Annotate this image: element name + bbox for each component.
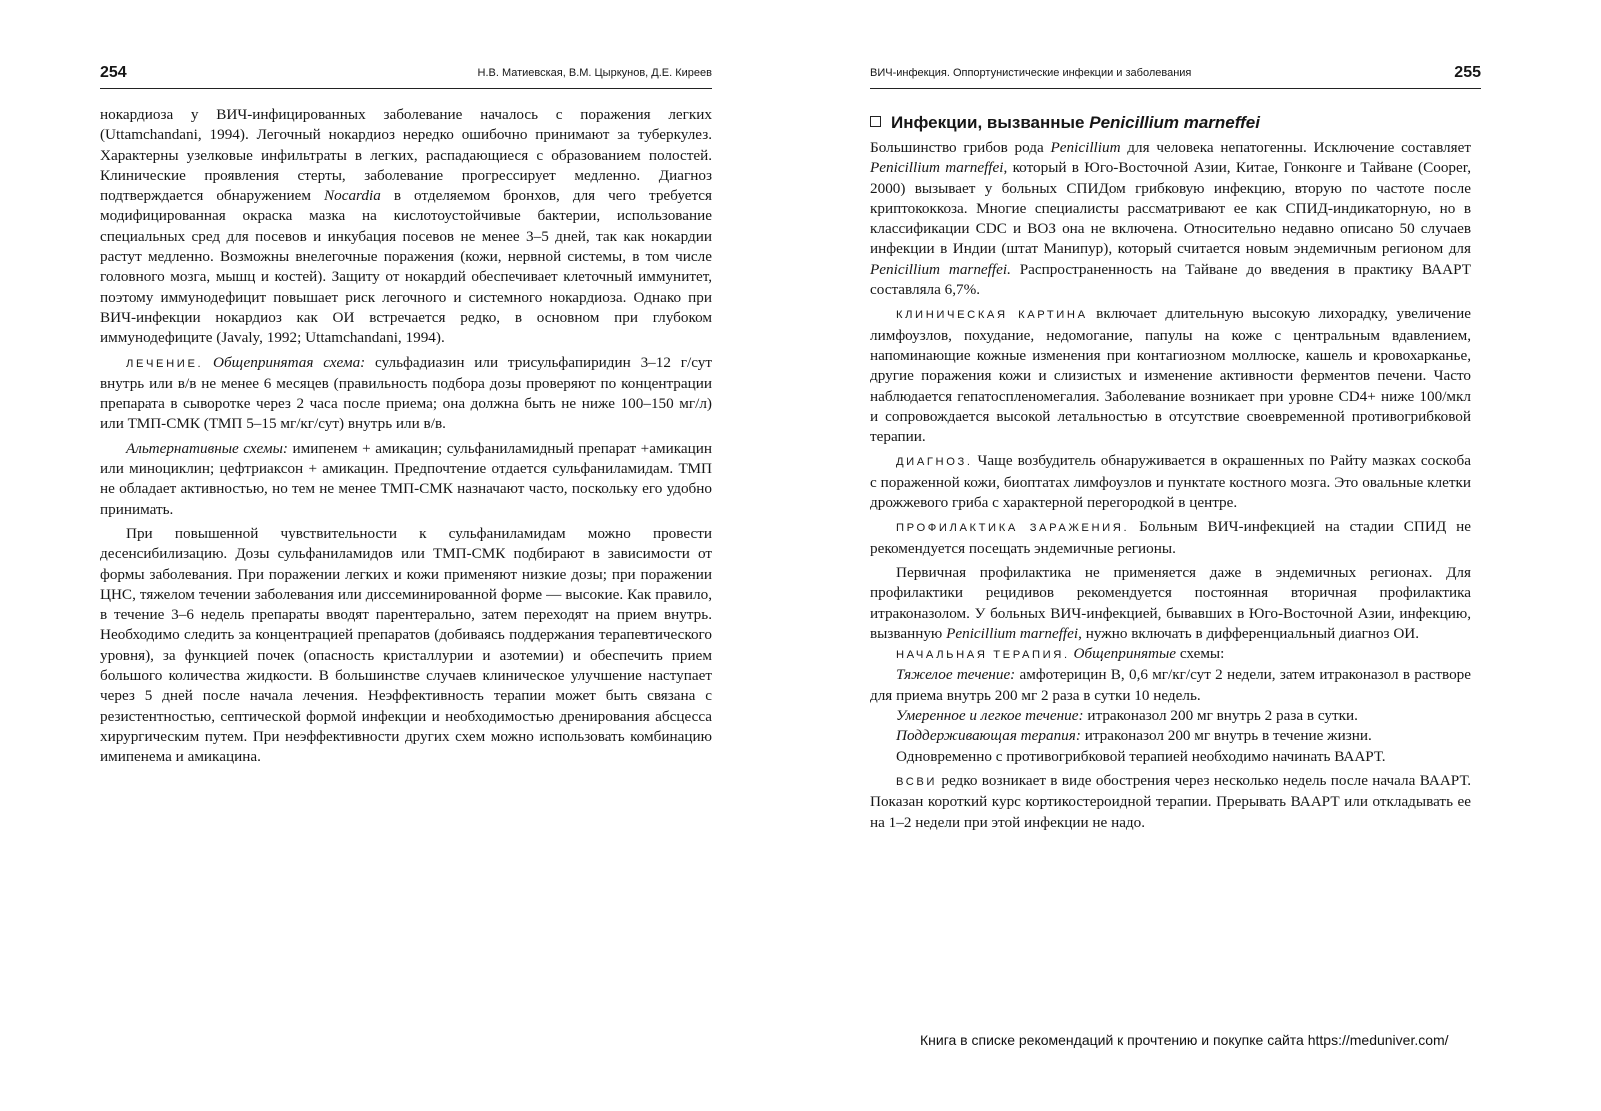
section-label: КЛИНИЧЕСКАЯ КАРТИНА [896,309,1088,322]
paragraph-nocardiosis: нокардиоза у ВИЧ-инфицированных заболевание началось с поражения легких (Uttamchandani, 1994). Легочный нокардиоз нередко ошибочно принимают за туберкулез. Характерны узелковые инфильтраты в легких, распадающиеся с образованием полостей. Клинические проявления стерты, заболевание прогрессирует медленно. Диагноз подтверждается обнаружением Nocardia в отделяемом бронхов, для чего требуется модифицированная окраска мазка на кислотоустойчивые бактерии, использование специальных сред для посевов и инкубация посевов не менее 3–5 дней, так как нокардии растут медленно. Возможны внелегочные поражения (кожи, нервной системы, в том числе головного мозга, мышц и костей). Защиту от нокардий обеспечивает клеточный иммунитет, поэтому иммунодефицит повышает риск легочного и системного нокардиоза. Однако при ВИЧ-инфекции нокардиоз как ОИ встречается редко, в основном при глубоком иммунодефиците (Javaly, 1992; Uttamchandani, 1994). [100,106,713,347]
right-page-body [870,112,1471,833]
checkbox-square-icon [870,116,881,127]
paragraph-initial-therapy: НАЧАЛЬНАЯ ТЕРАПИЯ. Общепринятые схемы: [896,645,1225,663]
section-label: ВСВИ [896,775,938,788]
paragraph-mild-course: Умеренное и легкое течение: итраконазол 200 мг внутрь 2 раза в сутки. [896,707,1358,725]
paragraph-desensitization: При повышенной чувствительности к сульфаниламидам можно провести десенсибилизацию. Дозы сульфаниламидов или ТМП-СМК подбирают в зависимости от формы заболевания. При поражении легких и кожи применяют низкие дозы; при поражении ЦНС, тяжелом течении заболевания или диссеминированной форме — высокие. Как правило, в течение 3–6 недель препараты вводят парентерально, затем переходят на прием внутрь. Необходимо следить за концентрацией препаратов (добиваясь поддержания терапевтического уровня), за функцией почек (опасность кристаллурии и азотемии) и обеспечить прием большого количества жидкости. В большинстве случаев клиническое улучшение наступает через 5 дней после начала лечения. Неэффективность терапии может быть связана с резистентностью, септической формой инфекции и необходимостью дренирования абсцесса хирургическим путем. При неэффективности других схем можно использовать комбинацию имипенема и амикацина. [100,524,712,766]
paragraph-prevention: ПРОФИЛАКТИКА ЗАРАЖЕНИЯ. Больным ВИЧ-инфекцией на стадии СПИД не рекомендуется посещать эндемичные регионы. [870,518,1471,557]
page-number: 255 [1454,64,1481,81]
paragraph-haart: Одновременно с противогрибковой терапией необходимо начинать ВААРТ. [896,747,1386,765]
paragraph-primary-prevention: Первичная профилактика не применяется даже в эндемичных регионах. Для профилактики рецидивов рекомендуется постоянная вторичная профилактика итраконазолом. У больных ВИЧ-инфекцией, бывавших в Юго-Восточной Азии, инфекцию, вызванную Penicillium marneffei, нужно включать в дифференциальный диагноз ОИ. [870,563,1471,642]
paragraph-iris: ВСВИ редко возникает в виде обострения через несколько недель после начала ВААРТ. Показан короткий курс кортикостероидной терапии. Прерывать ВААРТ или откладывать ее на 1–2 недели при этой инфекции не надо. [870,771,1471,831]
section-label: ЛЕЧЕНИЕ. [126,357,204,370]
left-page [0,0,780,1111]
left-page-body [100,105,712,768]
paragraph-diagnosis: ДИАГНОЗ. Чаще возбудитель обнаруживается в окрашенных по Райту мазках соскоба с пораженной кожи, биоптатах лимфоузлов и пунктате костного мозга. Это овальные клетки дрожжевого гриба с характерной перегородкой в центре. [870,452,1471,512]
paragraph-alternative-schemes: Альтернативные схемы: имипенем + амикацин; сульфаниламидный препарат +амикацин или миноциклин; цефтриаксон + амикацин. Предпочтение отдается сульфаниламидам. ТМП не обладает активностью, но тем не менее ТМП-СМК назначают часто, поскольку его удобно принимать. [100,439,712,518]
paragraph-intro: Большинство грибов рода Penicillium для человека непатогенны. Исключение составляет Penicillium marneffei, который в Юго-Восточной Азии, Китае, Гонконге и Тайване (Cooper, 2000) вызывает у больных СПИДом грибковую инфекцию, вторую по частоте после криптококкоза. Многие специалисты рассматривают ее как СПИД-индикаторную, но в классификации CDC и ВОЗ она не включена. Относительно недавно описано 50 случаев инфекции в Индии (штат Манипур), который считается новым эндемичным регионом для Penicillium marneffei. Распространенность на Тайване до введения в практику ВААРТ составляла 6,7%. [870,139,1472,299]
right-page [790,0,1601,1111]
footer-note: Книга в списке рекомендаций к прочтению и покупке сайта https://meduniver.com/ [920,1032,1449,1048]
running-head-authors: Н.В. Матиевская, В.М. Цыркунов, Д.Е. Киреев [477,67,712,79]
page-header [100,62,712,89]
section-label: НАЧАЛЬНАЯ ТЕРАПИЯ. [896,649,1070,662]
page-number: 254 [100,64,127,81]
paragraph-treatment: ЛЕЧЕНИЕ. Общепринятая схема: сульфадиазин или трисульфапиридин 3–12 г/сут внутрь или в/в не менее 6 месяцев (правильность подбора дозы проверяют по концентрации препарата в сывороткe через 2 часа после приема; она должна быть не ниже 100–150 мг/л) или ТМП-СМК (ТМП 5–15 мг/кг/сут) внутрь или в/в. [100,353,712,433]
section-heading: Инфекции, вызванные Penicillium marneffei [870,112,1471,134]
paragraph-clinical-picture: КЛИНИЧЕСКАЯ КАРТИНА включает длительную высокую лихорадку, увеличение лимфоузлов, похудание, недомогание, папулы на коже с центральным вдавлением, напоминающие кожные изменения при контагиозном моллюске, кашель и кровохарканье, другие поражения кожи и слизистых и изменение активности ферментов печени. Часто наблюдается гепатоспленомегалия. Заболевание возникает при уровне CD4+ ниже 100/мкл и сопровождается высокой летальностью в отсутствие своевременной противогрибковой терапии. [870,305,1471,446]
page-header [870,62,1481,89]
paragraph-maintenance: Поддерживающая терапия: итраконазол 200 мг внутрь в течение жизни. [896,727,1372,745]
section-label: ПРОФИЛАКТИКА ЗАРАЖЕНИЯ. [896,522,1130,535]
paragraph-severe-course: Тяжелое течение: амфотерицин В, 0,6 мг/кг/сут 2 недели, затем итраконазол в растворе для приема внутрь 200 мг 2 раза в сутки 10 недель. [870,666,1472,704]
running-head-title: ВИЧ-инфекция. Оппортунистические инфекции и заболевания [870,67,1192,79]
section-label: ДИАГНОЗ. [896,456,973,469]
